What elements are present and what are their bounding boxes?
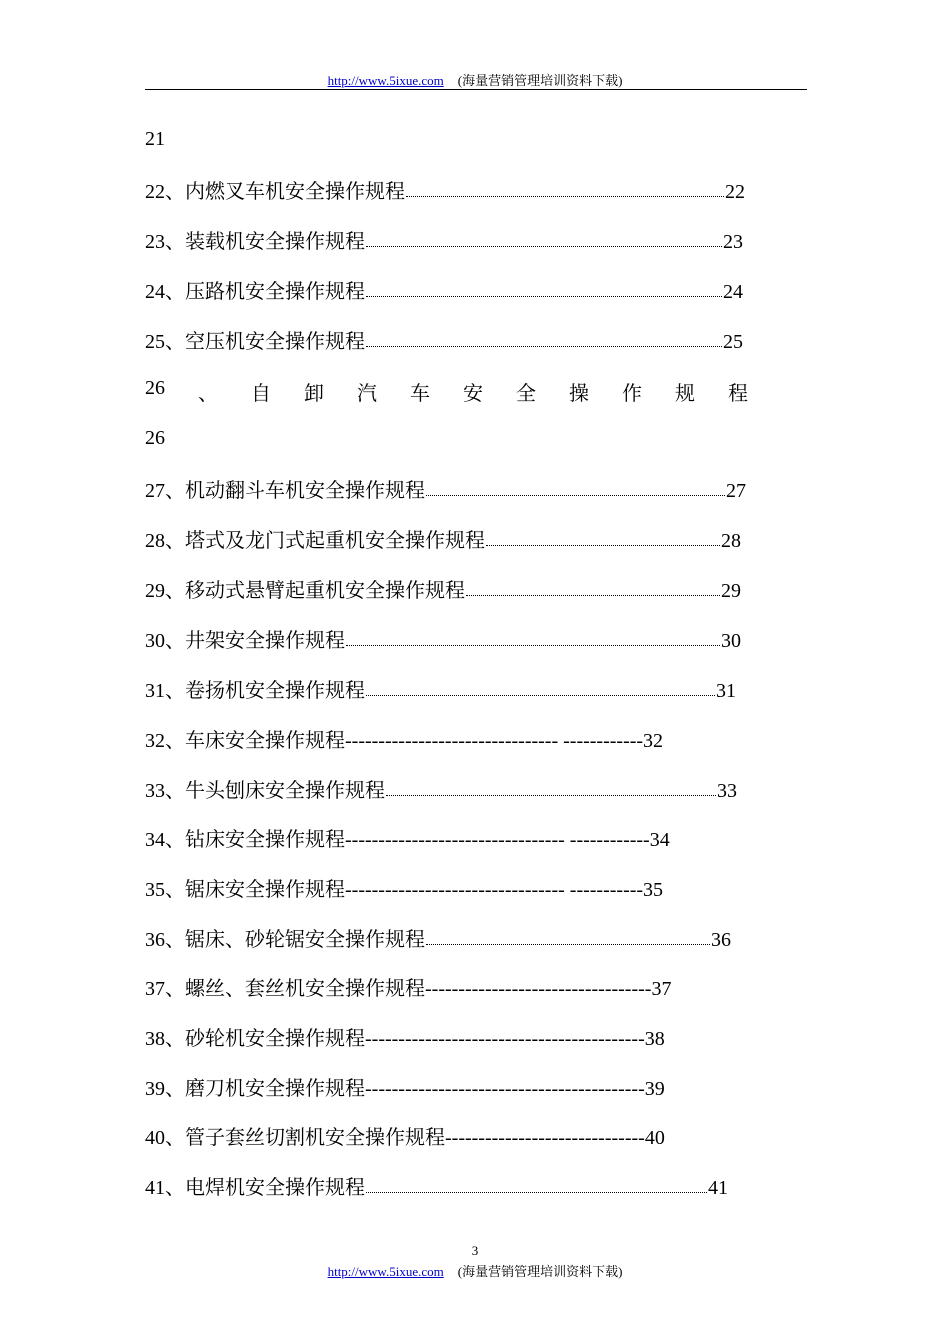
toc-page: 30 bbox=[721, 630, 741, 652]
toc-page: 25 bbox=[723, 331, 743, 353]
toc-item bbox=[145, 727, 730, 753]
toc-title: 磨刀机安全操作规程 bbox=[185, 1076, 365, 1100]
page-number: 3 bbox=[471, 1243, 479, 1258]
toc-page: 24 bbox=[723, 281, 743, 303]
toc-item bbox=[145, 677, 736, 703]
toc-item bbox=[145, 1075, 731, 1101]
toc-leader bbox=[366, 246, 722, 247]
toc-char: 安 bbox=[463, 381, 483, 405]
toc-leader bbox=[366, 346, 722, 347]
toc-item bbox=[145, 627, 741, 653]
toc-number: 26 bbox=[145, 377, 165, 399]
toc-item bbox=[145, 228, 743, 254]
toc-page: 38 bbox=[644, 1028, 665, 1050]
toc-item bbox=[145, 1025, 731, 1051]
toc-number: 37、 bbox=[145, 978, 185, 1000]
toc-leader: ------------------------------------------ bbox=[365, 1078, 645, 1100]
toc-item bbox=[145, 975, 731, 1001]
toc-leader bbox=[366, 296, 722, 297]
toc-title: 机动翻斗车机安全操作规程 bbox=[185, 478, 425, 502]
toc-page: 34 bbox=[649, 829, 670, 851]
toc-page: 32 bbox=[643, 730, 664, 752]
toc-item bbox=[145, 826, 738, 852]
toc-title: 螺丝、套丝机安全操作规程 bbox=[185, 976, 425, 1000]
toc-leader: --------------------------------- ------------ bbox=[345, 829, 650, 851]
toc-title: 卷扬机安全操作规程 bbox=[185, 678, 365, 702]
toc-leader bbox=[486, 545, 720, 546]
toc-number: 22、 bbox=[145, 181, 185, 203]
toc-item-26-spread bbox=[145, 377, 748, 406]
toc-char: 汽 bbox=[357, 381, 377, 405]
toc-item bbox=[145, 477, 746, 503]
toc-title: 空压机安全操作规程 bbox=[185, 329, 365, 353]
toc-number: 34、 bbox=[145, 829, 185, 851]
toc-number: 30、 bbox=[145, 630, 185, 652]
toc-title: 移动式悬臂起重机安全操作规程 bbox=[185, 578, 465, 602]
toc-number: 29、 bbox=[145, 580, 185, 602]
toc-title: 压路机安全操作规程 bbox=[185, 279, 365, 303]
toc-number: 41、 bbox=[145, 1177, 185, 1199]
footer-note: (海量营销管理培训资料下载) bbox=[457, 1264, 623, 1279]
toc-title: 砂轮机安全操作规程 bbox=[185, 1026, 365, 1050]
toc-char: 、 bbox=[198, 381, 218, 405]
toc-item bbox=[145, 777, 737, 803]
toc-item bbox=[145, 577, 741, 603]
toc-leader bbox=[426, 495, 725, 496]
toc-item bbox=[145, 328, 743, 354]
toc-char: 卸 bbox=[304, 381, 324, 405]
toc-number: 39、 bbox=[145, 1078, 185, 1100]
toc-page: 31 bbox=[716, 680, 736, 702]
toc-char: 程 bbox=[728, 381, 748, 405]
toc-leader: ------------------------------------------ bbox=[365, 1028, 645, 1050]
toc-number: 31、 bbox=[145, 680, 185, 702]
toc-item bbox=[145, 527, 741, 553]
toc-number: 27、 bbox=[145, 480, 185, 502]
toc-page: 22 bbox=[725, 181, 745, 203]
toc-leader: ---------------------------------- bbox=[425, 978, 652, 1000]
toc-page: 33 bbox=[717, 780, 737, 802]
toc-title: 牛头刨床安全操作规程 bbox=[185, 778, 385, 802]
toc-char: 作 bbox=[622, 381, 642, 405]
toc-title: 锯床、砂轮锯安全操作规程 bbox=[185, 927, 425, 951]
toc-char: 操 bbox=[569, 381, 589, 405]
toc-number: 33、 bbox=[145, 780, 185, 802]
toc-number: 25、 bbox=[145, 331, 185, 353]
footer-link[interactable]: http://www.5ixue.com bbox=[327, 1264, 444, 1279]
toc-char: 规 bbox=[675, 381, 695, 405]
toc-number: 35、 bbox=[145, 879, 185, 901]
toc-title: 塔式及龙门式起重机安全操作规程 bbox=[185, 528, 485, 552]
toc-item bbox=[145, 876, 730, 902]
toc-item bbox=[145, 178, 745, 204]
toc-title: 车床安全操作规程 bbox=[185, 728, 345, 752]
toc-title: 装载机安全操作规程 bbox=[185, 229, 365, 253]
toc-leader: --------------------------------- ----------- bbox=[345, 879, 644, 901]
page-footer bbox=[0, 1261, 950, 1280]
toc-page: 40 bbox=[644, 1127, 665, 1149]
toc-title: 钻床安全操作规程 bbox=[185, 827, 345, 851]
toc-title: 内燃叉车机安全操作规程 bbox=[185, 179, 405, 203]
toc-leader bbox=[366, 695, 715, 696]
toc-page: 41 bbox=[708, 1177, 728, 1199]
toc-leader bbox=[366, 1192, 707, 1193]
toc-page: 35 bbox=[643, 879, 664, 901]
toc-leader: ------------------------------ bbox=[445, 1127, 645, 1149]
toc-item bbox=[145, 278, 743, 304]
toc-leader bbox=[426, 944, 710, 945]
toc-carry-page: 21 bbox=[145, 128, 165, 150]
toc-char: 车 bbox=[410, 381, 430, 405]
header-rule bbox=[145, 89, 807, 90]
toc-char: 自 bbox=[251, 381, 271, 405]
toc-item bbox=[145, 926, 731, 952]
toc-item-26-page: 26 bbox=[145, 427, 165, 449]
toc-leader bbox=[406, 196, 724, 197]
toc-page: 36 bbox=[711, 929, 731, 951]
toc-page: 28 bbox=[721, 530, 741, 552]
toc-title: 管子套丝切割机安全操作规程 bbox=[185, 1125, 445, 1149]
toc-char: 全 bbox=[516, 381, 536, 405]
toc-title: 锯床安全操作规程 bbox=[185, 877, 345, 901]
page-header bbox=[0, 70, 950, 89]
toc-number: 38、 bbox=[145, 1028, 185, 1050]
toc-number: 23、 bbox=[145, 231, 185, 253]
toc-title: 井架安全操作规程 bbox=[185, 628, 345, 652]
toc-page: 29 bbox=[721, 580, 741, 602]
toc-number: 24、 bbox=[145, 281, 185, 303]
toc-leader bbox=[346, 645, 720, 646]
toc-page: 37 bbox=[651, 978, 672, 1000]
toc-leader: -------------------------------- ------------ bbox=[345, 730, 644, 752]
toc-page: 27 bbox=[726, 480, 746, 502]
toc-item bbox=[145, 1124, 725, 1150]
toc-item bbox=[145, 1174, 728, 1200]
toc-number: 36、 bbox=[145, 929, 185, 951]
toc-title: 电焊机安全操作规程 bbox=[185, 1175, 365, 1199]
toc-leader bbox=[386, 795, 716, 796]
toc-number: 28、 bbox=[145, 530, 185, 552]
toc-number: 40、 bbox=[145, 1127, 185, 1149]
header-link[interactable]: http://www.5ixue.com bbox=[327, 73, 444, 88]
header-note: (海量营销管理培训资料下载) bbox=[457, 73, 623, 88]
toc-leader bbox=[466, 595, 720, 596]
toc-page: 23 bbox=[723, 231, 743, 253]
toc-page: 39 bbox=[644, 1078, 665, 1100]
toc-number: 32、 bbox=[145, 730, 185, 752]
